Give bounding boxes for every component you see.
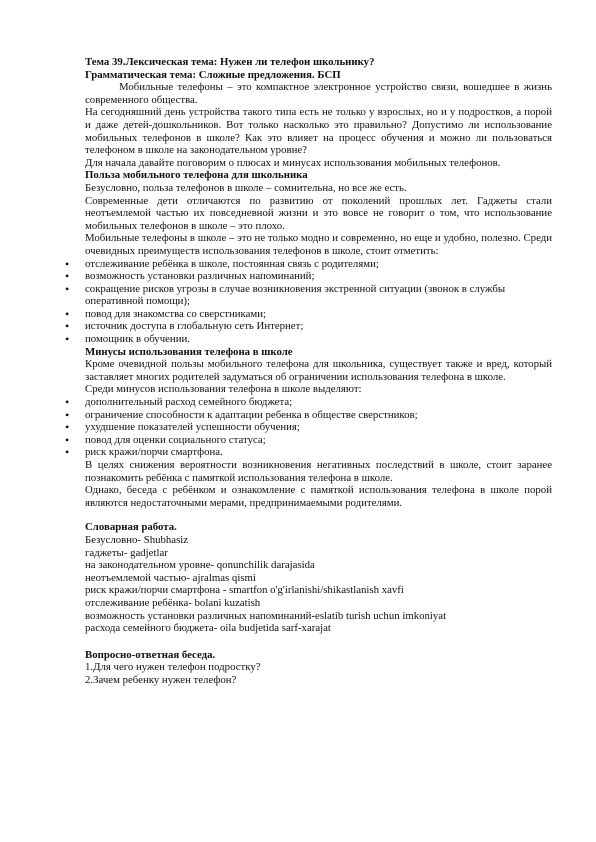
minuses-after-paragraph-2: Однако, беседа с ребёнком и ознакомление с памяткой использования телефона в школе порой являются недостаточными мерами, предпринимаемыми родителями. <box>85 484 552 509</box>
benefits-paragraph-2: Современные дети отличаются по развитию от поколений прошлых лет. Гаджеты стали неотъемлемой частью их повседневной жизни и это вовсе не говорит о том, что использование мобильных телефонов в школе – это плохо. <box>85 194 552 232</box>
qa-heading: Вопросно-ответная беседа. <box>85 648 216 661</box>
list-item: • помощник в обучении. <box>85 333 552 346</box>
intro-paragraph-2: На сегодняшний день устройства такого типа есть не только у взрослых, но и у подростков, а порой и даже детей-дошкольников. Вот только насколько это правильно? Допустимо ли использование мобильных телефонов в школе? Как это влияет на процесс обучения и можно ли пользоваться телефоном в школе на законодательном уровне? <box>85 106 552 157</box>
minuses-paragraph-2: Среди минусов использования телефона в школе выделяют: <box>85 383 362 396</box>
vocabulary-heading: Словарная работа. <box>85 521 177 534</box>
question-line: 2.Зачем ребенку нужен телефон? <box>85 673 237 686</box>
list-item: • повод для знакомства со сверстниками; <box>85 308 552 321</box>
spacer <box>85 509 552 521</box>
list-item: • риск кражи/порчи смартфона. <box>85 446 552 459</box>
minuses-list <box>85 396 552 459</box>
minuses-paragraph-1: Кроме очевидной пользы мобильного телефона для школьника, существует также и вред, который заставляет многих родителей задуматься об ограничении использования телефона в школе. <box>85 358 552 383</box>
benefits-paragraph-3: Мобильные телефоны в школе – это не только модно и современно, но еще и удобно, полезно. Среди очевидных преимуществ использования телефонов в школе, стоит отметить: <box>85 232 552 257</box>
vocabulary-line: на законодательном уровне- qonunchilik darajasida <box>85 559 315 572</box>
benefits-paragraph-1: Безусловно, польза телефонов в школе – сомнительна, но все же есть. <box>85 181 407 194</box>
minuses-after-paragraph-1: В целях снижения вероятности возникновения негативных последствий в школе, стоит заранее познакомить ребёнка с памяткой использования телефона в школе. <box>85 459 552 484</box>
vocabulary-line: расхода семейного бюджета- oila budjetida sarf-xarajat <box>85 622 331 635</box>
spacer <box>85 635 552 649</box>
vocabulary-line: риск кражи/порчи смартфона - smartfon o'g'irlanishi/shikastlanish xavfi <box>85 584 404 597</box>
benefits-heading: Польза мобильного телефона для школьника <box>85 169 308 182</box>
benefits-list <box>85 258 552 346</box>
intro-paragraph-1: Мобильные телефоны – это компактное электронное устройство связи, вошедшее в жизнь современного общества. <box>85 81 552 106</box>
list-item: • сокращение рисков угрозы в случае возникновения экстренной ситуации (звонок в службы оперативной помощи); <box>85 283 552 308</box>
grammar-title: Грамматическая тема: Сложные предложения. БСП <box>85 68 341 81</box>
list-item: • возможность установки различных напоминаний; <box>85 270 552 283</box>
vocabulary-line: гаджеты- gadjetlar <box>85 546 168 559</box>
intro-paragraph-3: Для начала давайте поговорим о плюсах и минусах использования мобильных телефонов. <box>85 156 501 169</box>
list-item: • повод для оценки социального статуса; <box>85 434 552 447</box>
list-item: • ухудшение показателей успешности обучения; <box>85 421 552 434</box>
minuses-heading: Минусы использования телефона в школе <box>85 345 293 358</box>
list-item: • отслеживание ребёнка в школе, постоянная связь с родителями; <box>85 258 552 271</box>
list-item: • источник доступа в глобальную сеть Интернет; <box>85 320 552 333</box>
vocabulary-line: неотъемлемой частью- ajralmas qismi <box>85 571 256 584</box>
topic-title: Тема 39.Лексическая тема: Нужен ли телефон школьнику? <box>85 56 375 68</box>
vocabulary-line: отслеживание ребёнка- bolani kuzatish <box>85 596 261 609</box>
list-item: • ограничение способности к адаптации ребенка в обществе сверстников; <box>85 409 552 422</box>
vocabulary-line: возможность установки различных напоминаний-eslatib turish uchun imkoniyat <box>85 609 447 622</box>
vocabulary-line: Безусловно- Shubhasiz <box>85 533 189 546</box>
question-line: 1.Для чего нужен телефон подростку? <box>85 661 261 674</box>
list-item: • дополнительный расход семейного бюджета; <box>85 396 552 409</box>
